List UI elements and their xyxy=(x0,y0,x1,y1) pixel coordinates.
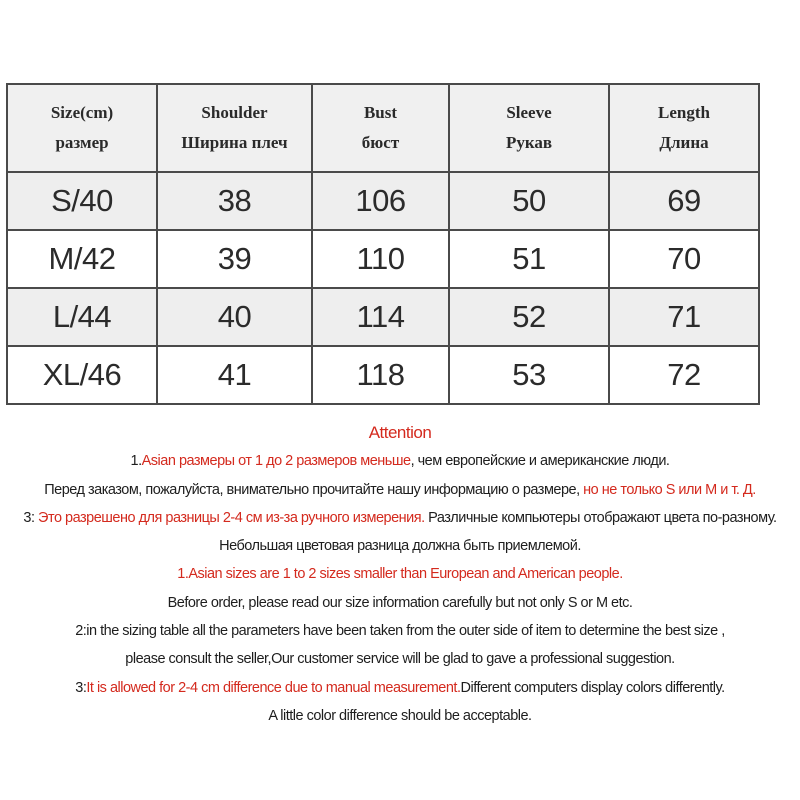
header-sleeve-en: Sleeve xyxy=(506,103,552,122)
cell-size: XL/46 xyxy=(7,346,157,404)
header-bust-en: Bust xyxy=(363,103,398,122)
note-en-5-prefix: 3: xyxy=(75,679,87,696)
note-ru-2-text: Перед заказом, пожалуйста, внимательно прочитайте нашу информацию о размере, xyxy=(44,481,584,498)
cell-length: 70 xyxy=(609,230,759,288)
note-ru-1-prefix: 1. xyxy=(130,453,142,470)
cell-shoulder: 41 xyxy=(157,346,312,404)
note-ru-2 xyxy=(0,476,800,504)
cell-length: 71 xyxy=(609,288,759,346)
header-size xyxy=(7,84,157,172)
header-length-ru: Длина xyxy=(659,133,709,152)
note-ru-3-prefix: 3: xyxy=(23,509,39,526)
header-length-en: Length xyxy=(658,103,710,122)
table-row xyxy=(7,288,759,346)
note-en-1 xyxy=(0,560,800,588)
size-chart-table xyxy=(6,83,760,405)
header-shoulder-ru: Ширина плеч xyxy=(181,133,288,152)
table-row xyxy=(7,172,759,230)
note-en-2: Before order, please read our size information carefully but not only S or M etc. xyxy=(167,594,633,611)
table-header xyxy=(7,84,759,172)
cell-sleeve: 51 xyxy=(449,230,609,288)
header-size-en: Size(cm) xyxy=(50,103,114,122)
attention-heading: Attention xyxy=(368,423,432,442)
header-row xyxy=(7,84,759,172)
note-ru-3-highlight: Это разрешено для разницы 2-4 см из-за ручного измерения. xyxy=(38,509,425,526)
note-en-6: A little color difference should be acceptable. xyxy=(268,707,532,724)
note-en-5 xyxy=(0,674,800,702)
note-en-5-highlight: It is allowed for 2-4 cm difference due to manual measurement. xyxy=(86,679,461,696)
cell-bust: 106 xyxy=(312,172,449,230)
note-ru-1-rest: , чем европейские и американские люди. xyxy=(410,453,670,470)
note-ru-1-highlight: Asian размеры от 1 до 2 размеров меньше xyxy=(141,453,411,470)
note-en-3: 2:in the sizing table all the parameters have been taken from the outer side of item to determine the best size , xyxy=(75,623,725,640)
note-ru-4: Небольшая цветовая разница должна быть приемлемой. xyxy=(219,538,581,555)
cell-shoulder: 40 xyxy=(157,288,312,346)
cell-bust: 110 xyxy=(312,230,449,288)
cell-size: M/42 xyxy=(7,230,157,288)
header-size-ru: размер xyxy=(55,133,109,152)
table-row xyxy=(7,346,759,404)
cell-length: 72 xyxy=(609,346,759,404)
size-notes xyxy=(0,419,800,730)
note-en-1-highlight: Asian sizes are 1 to 2 sizes smaller than European and American people. xyxy=(188,566,623,583)
cell-size: S/40 xyxy=(7,172,157,230)
header-bust xyxy=(312,84,449,172)
note-en-5-rest: Different computers display colors differently. xyxy=(460,679,725,696)
cell-size: L/44 xyxy=(7,288,157,346)
cell-sleeve: 50 xyxy=(449,172,609,230)
cell-bust: 118 xyxy=(312,346,449,404)
cell-sleeve: 52 xyxy=(449,288,609,346)
note-ru-2-highlight: но не только S или M и т. Д. xyxy=(583,481,756,498)
cell-sleeve: 53 xyxy=(449,346,609,404)
header-sleeve-ru: Рукав xyxy=(505,133,553,152)
cell-length: 69 xyxy=(609,172,759,230)
note-ru-1 xyxy=(0,447,800,475)
note-ru-3-rest: Различные компьютеры отображают цвета по-разному. xyxy=(424,509,777,526)
header-shoulder xyxy=(157,84,312,172)
header-bust-ru: бюст xyxy=(361,133,400,152)
header-sleeve xyxy=(449,84,609,172)
table-body xyxy=(7,172,759,404)
header-shoulder-en: Shoulder xyxy=(201,103,268,122)
cell-shoulder: 38 xyxy=(157,172,312,230)
header-length xyxy=(609,84,759,172)
cell-bust: 114 xyxy=(312,288,449,346)
note-en-1-prefix: 1. xyxy=(177,566,189,583)
note-en-4: please consult the seller,Our customer service will be glad to gave a professional suggestion. xyxy=(125,651,675,668)
note-ru-3 xyxy=(0,504,800,532)
table-row xyxy=(7,230,759,288)
cell-shoulder: 39 xyxy=(157,230,312,288)
